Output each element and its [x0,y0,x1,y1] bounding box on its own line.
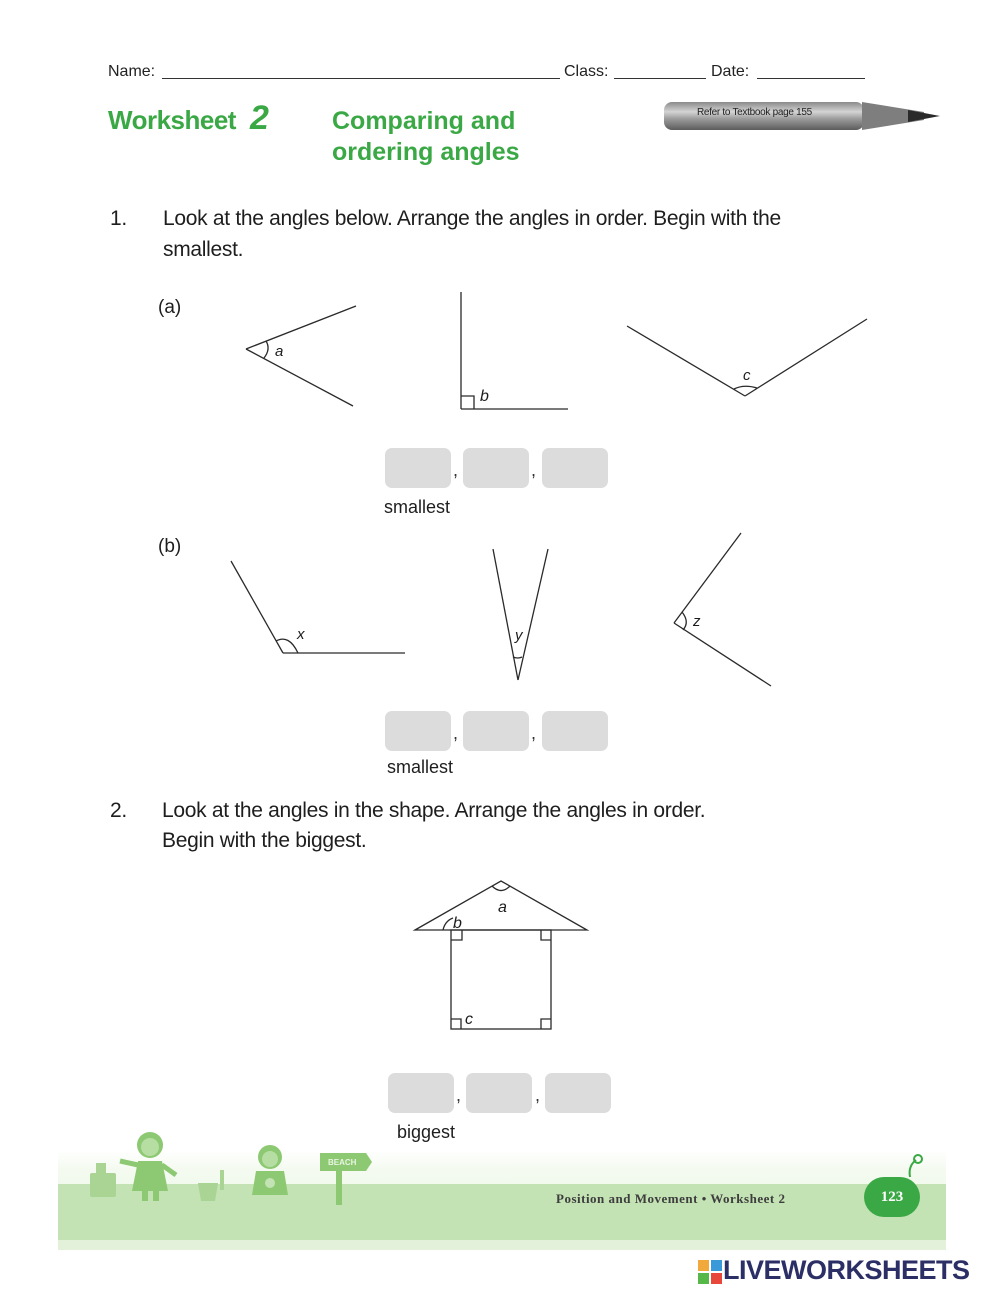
name-label: Name: [108,63,156,80]
angle-label-z: z [693,613,701,630]
angle-label-c: c [743,367,751,384]
q1-text-line-1: Look at the angles below. Arrange the angles in order. Begin with the [163,207,781,230]
page-number: 123 [880,1189,904,1205]
q2-number: 2. [110,799,127,822]
q2-answer-box-1[interactable] [388,1073,454,1113]
footer-shadow [58,1240,946,1250]
q2-answer-box-3[interactable] [545,1073,611,1113]
q2-caption: biggest [397,1122,456,1142]
sprout-icon [900,1152,926,1178]
subtitle-line-2: ordering angles [332,138,520,166]
date-label: Date: [711,63,750,80]
q1-text-line-2: smallest. [163,238,244,261]
beach-sign-text: BEACH [328,1158,357,1167]
page-number-badge [864,1177,920,1217]
bucket-icon [198,1170,224,1201]
angle-x-figure [231,561,405,653]
girl-icon [120,1132,176,1201]
angle-b-figure [461,292,568,409]
comma: , [535,1085,541,1105]
angle-z-figure [674,533,771,686]
angle-label-b: b [480,388,489,405]
sandcastle-icon [90,1163,116,1197]
q1b-answer-box-2[interactable] [463,711,529,751]
angle-y-figure [493,549,548,680]
angle-label-x: x [297,626,305,643]
shape-angle-label-a: a [498,899,507,916]
angle-a-figure [246,306,356,406]
comma: , [456,1085,462,1105]
angle-c-figure [627,319,867,396]
q2-text-line-1: Look at the angles in the shape. Arrange the angles in order. [162,799,706,822]
q1b-label: (b) [158,536,182,557]
q1b-answer-box-1[interactable] [385,711,451,751]
worksheet-label: Worksheet [108,105,236,135]
q1-number: 1. [110,207,127,230]
class-label: Class: [564,63,609,80]
comma: , [531,723,537,743]
boy-icon [252,1145,288,1195]
comma: , [453,460,459,480]
q1b-caption: smallest [387,757,454,777]
q1a-answer-box-2[interactable] [463,448,529,488]
shape-angle-label-c: c [465,1011,473,1028]
angle-label-a: a [275,343,284,360]
comma: , [453,723,459,743]
angle-label-y: y [515,627,523,644]
q1a-caption: smallest [384,497,451,517]
liveworksheets-logo-icon [698,1260,722,1284]
q2-text-line-2: Begin with the biggest. [162,829,367,852]
footer-chapter-text: Position and Movement • Worksheet 2 [556,1191,786,1206]
comma: , [531,460,537,480]
liveworksheets-logo[interactable] [698,1255,994,1287]
q2-answer-box-2[interactable] [466,1073,532,1113]
liveworksheets-logo-text: LIVEWORKSHEETS [723,1255,970,1285]
worksheet-number: 2 [250,99,269,137]
shape-angle-label-b: b [453,915,462,932]
q1a-answer-box-1[interactable] [385,448,451,488]
subtitle-line-1: Comparing and [332,107,516,135]
q1a-label: (a) [158,297,182,318]
q1a-answer-box-3[interactable] [542,448,608,488]
q1b-answer-box-3[interactable] [542,711,608,751]
pencil-note-text: Refer to Textbook page 155 [697,107,812,118]
